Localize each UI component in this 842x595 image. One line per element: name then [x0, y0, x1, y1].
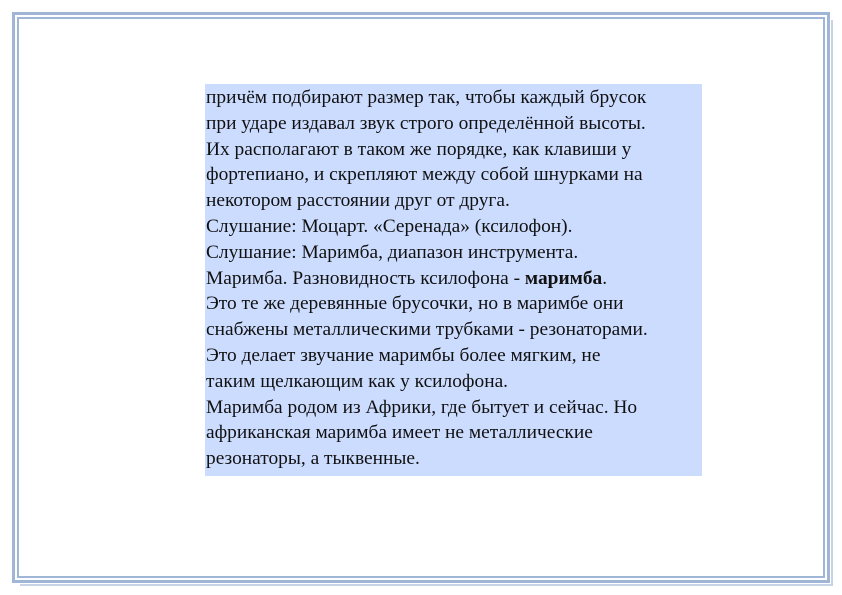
- text-line: фортепиано, и скрепляют между собой шнурками на: [206, 164, 643, 186]
- text-line: Маримба родом из Африки, где бытует и сейчас. Но: [206, 396, 638, 418]
- text-line: причём подбирают размер так, чтобы каждый брусок: [206, 87, 647, 108]
- text-line: при ударе издавал звук строго определённой высоты.: [206, 112, 646, 134]
- text-line-suffix: .: [602, 267, 608, 289]
- paragraph-4: [206, 395, 702, 472]
- paragraph-3: [206, 291, 702, 394]
- text-line: некотором расстоянии друг от друга.: [206, 190, 510, 212]
- text-line: Это те же деревянные брусочки, но в маримбе они: [206, 293, 624, 315]
- paragraph-1: [206, 85, 702, 214]
- text-line: африканская маримба имеет не металлические: [206, 422, 593, 444]
- text-line: резонаторы, а тыквенные.: [206, 448, 420, 470]
- text-line-marimba: [206, 266, 702, 292]
- text-line: Их располагают в таком же порядке, как клавиши у: [206, 138, 632, 160]
- text-line: Слушание: Маримба, диапазон инструмента.: [206, 241, 579, 263]
- text-line-prefix: Маримба. Разновидность ксилофона -: [206, 267, 525, 289]
- text-line: Слушание: Моцарт. «Серенада» (ксилофон).: [206, 215, 573, 237]
- text-line: Это делает звучание маримбы более мягким, не: [206, 344, 601, 366]
- text-line: таким щелкающим как у ксилофона.: [206, 370, 509, 392]
- bold-term-marimba: маримба: [524, 267, 603, 289]
- text-line: снабжены металлическими трубками - резонаторами.: [206, 319, 648, 341]
- paragraph-2: [206, 214, 702, 291]
- text-box: [205, 84, 702, 476]
